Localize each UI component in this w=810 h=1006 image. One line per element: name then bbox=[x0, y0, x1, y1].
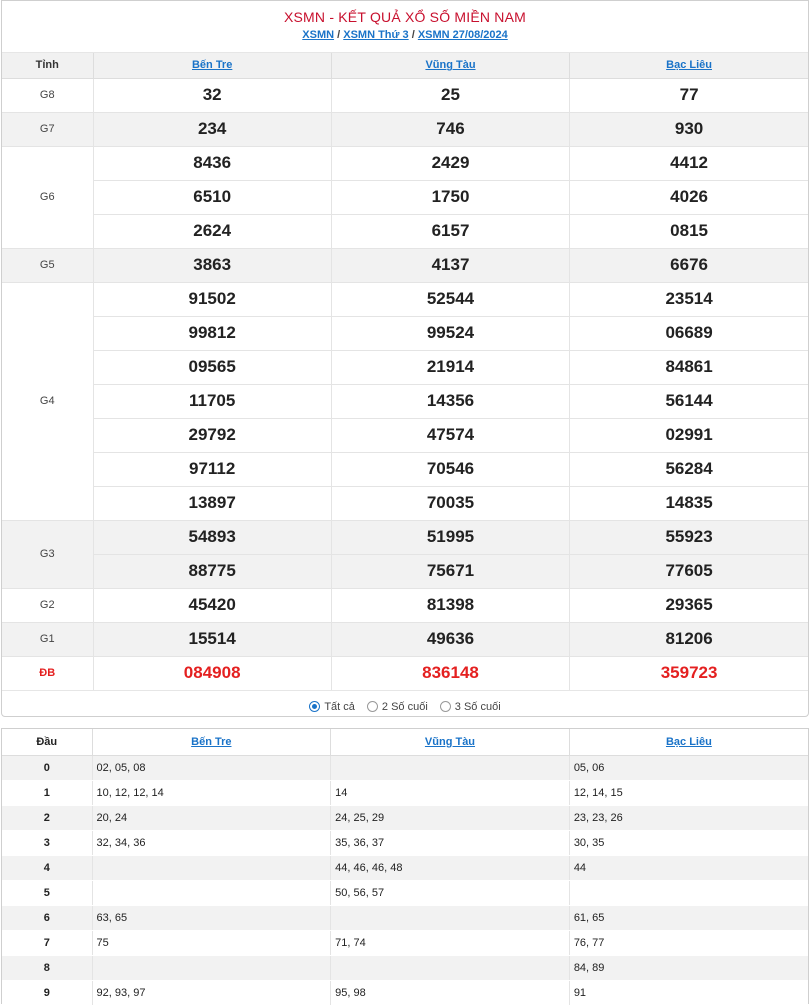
dau-table bbox=[2, 729, 808, 1006]
dau-values: 14 bbox=[331, 780, 570, 805]
prize-label: G4 bbox=[2, 282, 93, 520]
prize-number: 4026 bbox=[570, 180, 808, 214]
prize-number: 99524 bbox=[331, 316, 569, 350]
breadcrumb-xsmn-thu-3[interactable]: XSMN Thứ 3 bbox=[343, 29, 409, 41]
prize-number: 0815 bbox=[570, 214, 808, 248]
prize-row bbox=[2, 112, 808, 146]
prize-group bbox=[2, 78, 808, 112]
prize-number: 84861 bbox=[570, 350, 808, 384]
dau-province-vung-tau[interactable]: Vũng Tàu bbox=[331, 729, 570, 755]
prize-number: 09565 bbox=[93, 350, 331, 384]
prize-number: 13897 bbox=[93, 486, 331, 520]
dau-digit: 9 bbox=[2, 980, 92, 1005]
filter-last-3-label: 3 Số cuối bbox=[454, 700, 501, 713]
dau-digit: 2 bbox=[2, 805, 92, 830]
dau-values: 61, 65 bbox=[569, 905, 808, 930]
prize-number: 81206 bbox=[570, 622, 808, 656]
dau-row bbox=[2, 855, 808, 880]
prize-number: 56144 bbox=[570, 384, 808, 418]
prize-number: 11705 bbox=[93, 384, 331, 418]
prize-number: 14835 bbox=[570, 486, 808, 520]
dau-digit: 3 bbox=[2, 830, 92, 855]
dau-card bbox=[1, 728, 809, 1004]
prize-group bbox=[2, 248, 808, 282]
prize-number: 56284 bbox=[570, 452, 808, 486]
dau-values bbox=[569, 880, 808, 905]
prize-row bbox=[2, 622, 808, 656]
results-header bbox=[2, 1, 808, 53]
filter-last-2-label: 2 Số cuối bbox=[381, 700, 428, 713]
province-column-label: Tỉnh bbox=[2, 53, 93, 78]
prize-number: 359723 bbox=[660, 663, 718, 683]
prize-number: 746 bbox=[331, 112, 569, 146]
prize-number: 02991 bbox=[570, 418, 808, 452]
dau-province-ben-tre[interactable]: Bến Tre bbox=[92, 729, 331, 755]
radio-icon[interactable] bbox=[367, 701, 378, 712]
dau-row bbox=[2, 955, 808, 980]
dau-values bbox=[331, 955, 570, 980]
prize-label: G6 bbox=[2, 146, 93, 248]
dau-values: 95, 98 bbox=[331, 980, 570, 1005]
prize-number: 81398 bbox=[331, 588, 569, 622]
dau-values: 02, 05, 08 bbox=[92, 755, 331, 780]
prize-number: 55923 bbox=[570, 520, 808, 554]
prize-row bbox=[2, 588, 808, 622]
prize-row bbox=[2, 554, 808, 588]
filter-last-3[interactable] bbox=[440, 701, 501, 713]
prize-row bbox=[2, 248, 808, 282]
prize-label: G2 bbox=[2, 588, 93, 622]
dau-values: 44, 46, 46, 48 bbox=[331, 855, 570, 880]
dau-values: 50, 56, 57 bbox=[331, 880, 570, 905]
dau-values bbox=[92, 855, 331, 880]
results-table bbox=[2, 53, 808, 690]
dau-values: 44 bbox=[569, 855, 808, 880]
radio-selected-icon[interactable] bbox=[309, 701, 320, 712]
prize-number: 234 bbox=[93, 112, 331, 146]
results-header-row bbox=[2, 53, 808, 78]
digit-filter bbox=[2, 690, 808, 722]
prize-number: 45420 bbox=[93, 588, 331, 622]
prize-group bbox=[2, 656, 808, 690]
prize-number: 91502 bbox=[93, 282, 331, 316]
dau-province-bac-lieu[interactable]: Bạc Liêu bbox=[569, 729, 808, 755]
dau-values: 63, 65 bbox=[92, 905, 331, 930]
prize-number: 6510 bbox=[93, 180, 331, 214]
prize-number: 32 bbox=[93, 78, 331, 112]
dau-values: 84, 89 bbox=[569, 955, 808, 980]
prize-number: 54893 bbox=[93, 520, 331, 554]
prize-number: 47574 bbox=[331, 418, 569, 452]
prize-number: 70546 bbox=[331, 452, 569, 486]
prize-row bbox=[2, 350, 808, 384]
dau-row bbox=[2, 980, 808, 1005]
dau-values: 76, 77 bbox=[569, 930, 808, 955]
dau-values: 75 bbox=[92, 930, 331, 955]
prize-group bbox=[2, 282, 808, 520]
prize-number: 21914 bbox=[331, 350, 569, 384]
dau-values: 24, 25, 29 bbox=[331, 805, 570, 830]
prize-group bbox=[2, 146, 808, 248]
dau-values: 32, 34, 36 bbox=[92, 830, 331, 855]
prize-row bbox=[2, 78, 808, 112]
page-title: XSMN - KẾT QUẢ XỔ SỐ MIỀN NAM bbox=[283, 9, 527, 25]
prize-number: 2624 bbox=[93, 214, 331, 248]
province-vung-tau[interactable]: Vũng Tàu bbox=[331, 53, 569, 78]
prize-group bbox=[2, 520, 808, 588]
dau-values: 05, 06 bbox=[569, 755, 808, 780]
prize-number: 97112 bbox=[93, 452, 331, 486]
breadcrumb-xsmn[interactable]: XSMN bbox=[302, 29, 335, 41]
breadcrumb-separator: / bbox=[337, 29, 341, 41]
dau-row bbox=[2, 905, 808, 930]
dau-row bbox=[2, 755, 808, 780]
dau-digit: 0 bbox=[2, 755, 92, 780]
dau-digit: 1 bbox=[2, 780, 92, 805]
prize-number: 49636 bbox=[331, 622, 569, 656]
dau-values: 12, 14, 15 bbox=[569, 780, 808, 805]
results-card bbox=[1, 0, 809, 717]
dau-column-label: Đầu bbox=[2, 729, 92, 755]
dau-values bbox=[92, 880, 331, 905]
prize-number: 99812 bbox=[93, 316, 331, 350]
prize-row bbox=[2, 316, 808, 350]
prize-number: 084908 bbox=[93, 656, 331, 690]
dau-values bbox=[92, 955, 331, 980]
breadcrumb-separator: / bbox=[411, 29, 415, 41]
dau-digit: 4 bbox=[2, 855, 92, 880]
prize-row bbox=[2, 452, 808, 486]
dau-values: 23, 23, 26 bbox=[569, 805, 808, 830]
dau-values: 10, 12, 12, 14 bbox=[92, 780, 331, 805]
dau-values: 71, 74 bbox=[331, 930, 570, 955]
dau-row bbox=[2, 830, 808, 855]
prize-number: 14356 bbox=[331, 384, 569, 418]
dau-values: 92, 93, 97 bbox=[92, 980, 331, 1005]
breadcrumb-xsmn-date[interactable]: XSMN 27/08/2024 bbox=[417, 29, 508, 41]
prize-number: 4412 bbox=[670, 153, 708, 172]
prize-label: G8 bbox=[2, 78, 93, 112]
prize-group bbox=[2, 622, 808, 656]
dau-values: 30, 35 bbox=[569, 830, 808, 855]
prize-number: 3863 bbox=[93, 248, 331, 282]
prize-number: 4137 bbox=[331, 248, 569, 282]
prize-number: 52544 bbox=[331, 282, 569, 316]
prize-number: 1750 bbox=[331, 180, 569, 214]
prize-group bbox=[2, 112, 808, 146]
dau-values bbox=[331, 905, 570, 930]
prize-label: G3 bbox=[2, 520, 93, 588]
prize-row bbox=[2, 520, 808, 554]
dau-digit: 6 bbox=[2, 905, 92, 930]
prize-number: 88775 bbox=[93, 554, 331, 588]
radio-icon[interactable] bbox=[440, 701, 451, 712]
prize-number: 77605 bbox=[570, 554, 808, 588]
prize-number: 51995 bbox=[331, 520, 569, 554]
prize-number: 75671 bbox=[331, 554, 569, 588]
prize-number: 8436 bbox=[93, 146, 331, 180]
prize-number: 836148 bbox=[331, 656, 569, 690]
dau-row bbox=[2, 780, 808, 805]
prize-number: 29365 bbox=[665, 595, 713, 614]
breadcrumb bbox=[2, 29, 808, 41]
prize-row bbox=[2, 656, 808, 690]
prize-label: G1 bbox=[2, 622, 93, 656]
prize-number: 23514 bbox=[665, 289, 713, 308]
prize-number: 6157 bbox=[331, 214, 569, 248]
prize-number: 25 bbox=[331, 78, 569, 112]
prize-number: 2429 bbox=[331, 146, 569, 180]
prize-row bbox=[2, 418, 808, 452]
dau-values: 20, 24 bbox=[92, 805, 331, 830]
province-bac-lieu[interactable]: Bạc Liêu bbox=[570, 53, 808, 78]
prize-row bbox=[2, 180, 808, 214]
prize-number: 06689 bbox=[570, 316, 808, 350]
dau-row bbox=[2, 805, 808, 830]
prize-row bbox=[2, 214, 808, 248]
dau-row bbox=[2, 930, 808, 955]
filter-last-2[interactable] bbox=[367, 701, 428, 713]
prize-label: G5 bbox=[2, 248, 93, 282]
prize-label: G7 bbox=[2, 112, 93, 146]
filter-all[interactable] bbox=[309, 701, 355, 713]
prize-row bbox=[2, 384, 808, 418]
prize-row bbox=[2, 146, 808, 180]
dau-digit: 8 bbox=[2, 955, 92, 980]
prize-row bbox=[2, 486, 808, 520]
dau-values: 91 bbox=[569, 980, 808, 1005]
dau-row bbox=[2, 880, 808, 905]
prize-row bbox=[2, 282, 808, 316]
dau-values bbox=[331, 755, 570, 780]
prize-number: 77 bbox=[679, 85, 699, 104]
prize-number: 930 bbox=[570, 112, 808, 146]
prize-number: 29792 bbox=[93, 418, 331, 452]
dau-header-row bbox=[2, 729, 808, 755]
dau-values: 35, 36, 37 bbox=[331, 830, 570, 855]
dau-digit: 5 bbox=[2, 880, 92, 905]
prize-number: 70035 bbox=[331, 486, 569, 520]
prize-number: 15514 bbox=[93, 622, 331, 656]
prize-group bbox=[2, 588, 808, 622]
filter-all-label: Tất cả bbox=[324, 700, 355, 713]
prize-label: ĐB bbox=[2, 656, 93, 690]
prize-number: 6676 bbox=[570, 248, 808, 282]
dau-digit: 7 bbox=[2, 930, 92, 955]
province-ben-tre[interactable]: Bến Tre bbox=[93, 53, 331, 78]
